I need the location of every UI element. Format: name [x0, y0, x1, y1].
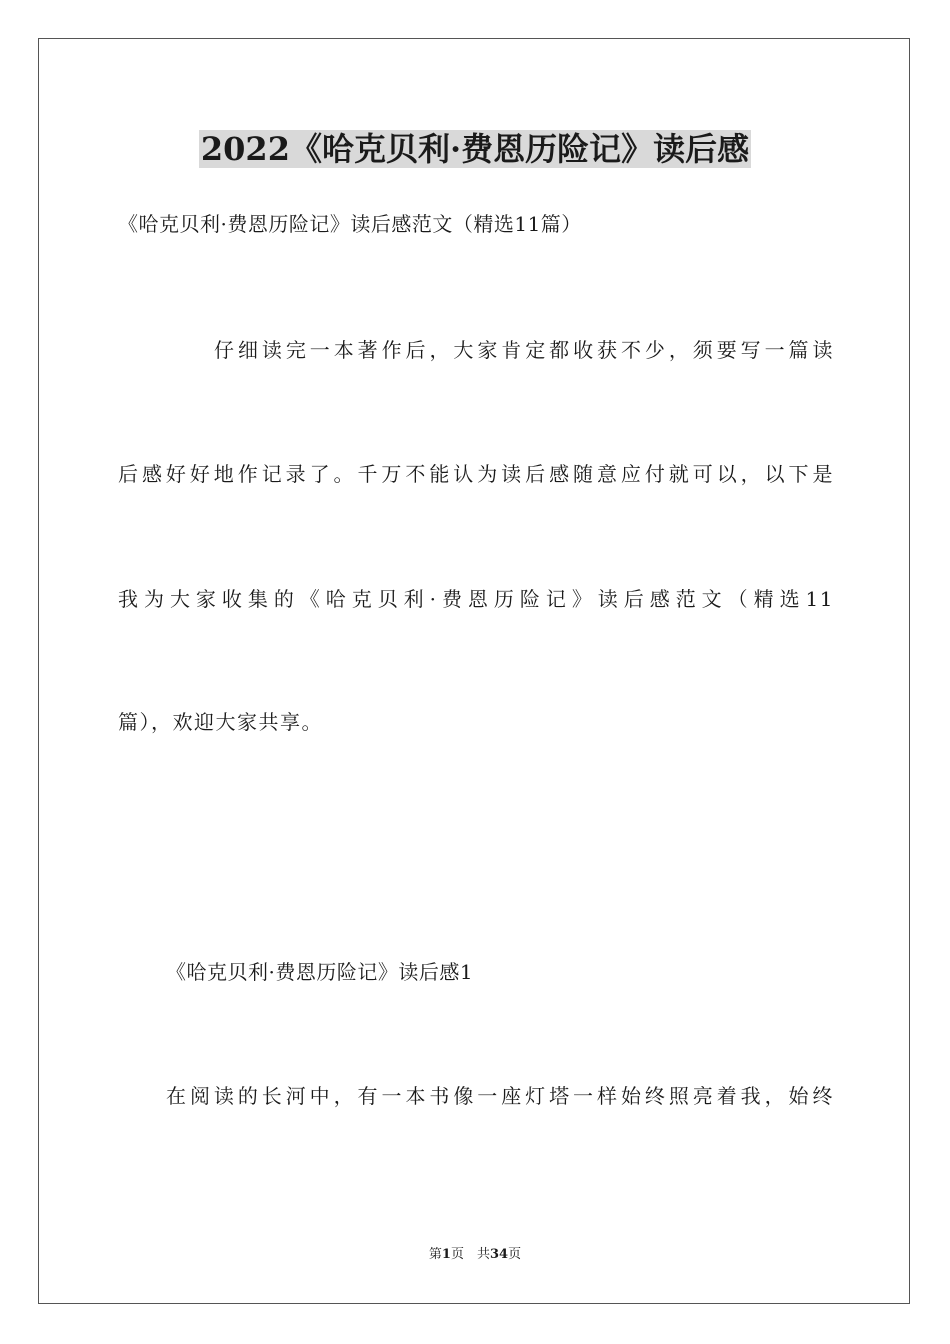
intro-line-2: 后感好好地作记录了。千万不能认为读后感随意应付就可以，以下是	[118, 462, 834, 486]
footer-suffix: 页	[508, 1247, 522, 1262]
section-heading: 《哈克贝利·费恩历险记》读后感1	[166, 960, 474, 984]
intro-line-1: 仔细读完一本著作后，大家肯定都收获不少，须要写一篇读	[214, 338, 834, 362]
footer-prefix: 第	[428, 1247, 442, 1262]
section-line-1: 在阅读的长河中，有一本书像一座灯塔一样始终照亮着我，始终	[166, 1084, 834, 1108]
document-title-text: 2022《哈克贝利·费恩历险记》读后感	[200, 130, 750, 168]
document-title	[0, 128, 950, 170]
document-subtitle: 《哈克贝利·费恩历险记》读后感范文（精选11篇）	[118, 212, 582, 236]
intro-line-4: 篇），欢迎大家共享。	[118, 710, 323, 734]
footer-total-pages: 34	[489, 1247, 509, 1262]
page-footer	[0, 1246, 950, 1264]
footer-page-number: 1	[441, 1247, 451, 1262]
intro-line-3: 我为大家收集的《哈克贝利·费恩历险记》读后感范文（精选11	[118, 587, 834, 611]
footer-mid: 页 共	[450, 1247, 490, 1262]
